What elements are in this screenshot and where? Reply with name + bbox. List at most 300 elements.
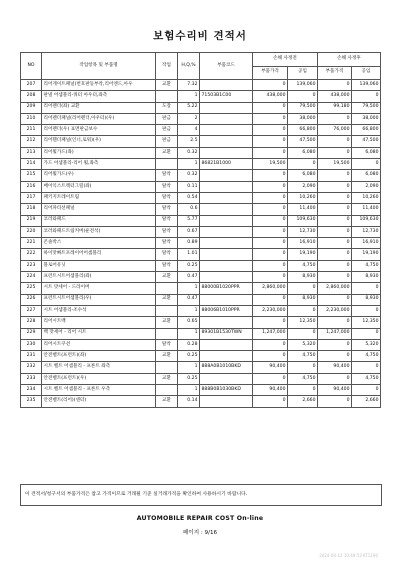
table-row (21, 373, 381, 384)
cell-partcode (200, 294, 253, 305)
cell-work: 판금 (156, 125, 178, 136)
cell-no: 231 (21, 351, 42, 362)
cell-work: 탈착 (156, 339, 178, 350)
cell-before-part: 2,230,000 (253, 305, 288, 316)
cell-item: 가드 어셈블리-리어 휠,좌측 (42, 159, 156, 170)
cell-before-labor: 0 (288, 91, 318, 102)
table-row (21, 91, 381, 102)
cell-no: 224 (21, 272, 42, 283)
cell-item: 리어휠가드(좌) (42, 147, 156, 158)
table-row (21, 283, 381, 294)
cell-item: 하이맛빠트포레이어어셈블리 (42, 249, 156, 260)
header-hqty: H,Q,% (178, 53, 200, 80)
cell-before-part: 0 (253, 192, 288, 203)
cell-before-part: 0 (253, 339, 288, 350)
cell-hqty: 0.25 (178, 351, 200, 362)
cell-no: 233 (21, 373, 42, 384)
cell-hqty: 0.65 (178, 317, 200, 328)
cell-before-part: 0 (253, 204, 288, 215)
table-row (21, 170, 381, 181)
cell-after-part: 1,247,000 (318, 328, 352, 339)
cell-after-part: 0 (318, 396, 352, 407)
cell-hqty: 0.11 (178, 181, 200, 192)
table-row (21, 362, 381, 373)
cell-work: 탈착 (156, 249, 178, 260)
cell-work (156, 305, 178, 316)
cell-partcode (200, 192, 253, 203)
cell-no: 218 (21, 204, 42, 215)
cell-item: 배이익스트렉터그릴(좌) (42, 181, 156, 192)
header-before-part: 부품가격 (253, 66, 288, 80)
cell-after-labor: 109,630 (352, 215, 381, 226)
cell-no: 214 (21, 159, 42, 170)
cell-work (156, 385, 178, 396)
table-row (21, 260, 381, 271)
cell-after-part: 90,400 (318, 362, 352, 373)
cell-no: 223 (21, 260, 42, 271)
cell-partcode (200, 396, 253, 407)
cell-after-part: 0 (318, 147, 352, 158)
cell-hqty: 0.25 (178, 260, 200, 271)
cell-before-labor: 19,190 (288, 249, 318, 260)
cell-no: 215 (21, 170, 42, 181)
cell-before-labor: 109,630 (288, 215, 318, 226)
cell-before-labor: 0 (288, 305, 318, 316)
cell-partcode: 71503B1C00 (200, 91, 253, 102)
cell-after-part: 0 (318, 181, 352, 192)
cell-hqty: 0.28 (178, 339, 200, 350)
cell-hqty: 5.22 (178, 102, 200, 113)
cell-before-part: 0 (253, 396, 288, 407)
cell-partcode (200, 80, 253, 91)
cell-item: 패키지트레이트림 (42, 192, 156, 203)
cell-before-labor: 12,350 (288, 317, 318, 328)
cell-after-labor: 66,800 (352, 125, 381, 136)
cell-partcode: 88006B1010PPR (200, 305, 253, 316)
cell-before-labor: 5,320 (288, 339, 318, 350)
table-row (21, 294, 381, 305)
cell-before-labor: 79,500 (288, 102, 318, 113)
cell-before-part: 19,500 (253, 159, 288, 170)
cell-partcode (200, 147, 253, 158)
cell-before-labor: 6,080 (288, 147, 318, 158)
cell-before-part: 0 (253, 294, 288, 305)
cell-work (156, 159, 178, 170)
cell-after-part: 0 (318, 351, 352, 362)
cell-work: 도장 (156, 102, 178, 113)
cell-hqty: 4 (178, 125, 200, 136)
cell-partcode (200, 181, 253, 192)
cell-before-labor: 4,750 (288, 260, 318, 271)
cell-partcode (200, 215, 253, 226)
cell-partcode (200, 339, 253, 350)
document-title: 보험수리비 견적서 (153, 30, 247, 42)
cell-after-labor: 16,910 (352, 238, 381, 249)
table-row (21, 102, 381, 113)
price-notice: 이 견적서/청구서의 부품가격은 참고 가격이므로 거래될 기준 실거래가격을 확인하여 사용하시기 바랍니다. (20, 484, 382, 506)
header-item: 작업항목 및 부품명 (42, 53, 156, 80)
cell-no: 213 (21, 147, 42, 158)
cell-partcode (200, 317, 253, 328)
cell-before-labor: 8,930 (288, 272, 318, 283)
cell-hqty: 1 (178, 362, 200, 373)
cell-no: 226 (21, 294, 42, 305)
cell-after-labor: 139,060 (352, 80, 381, 91)
cell-work (156, 362, 178, 373)
cell-before-labor: 0 (288, 159, 318, 170)
cell-after-labor: 0 (352, 362, 381, 373)
cell-after-labor: 0 (352, 283, 381, 294)
cell-hqty: 0.32 (178, 147, 200, 158)
cell-work: 교환 (156, 373, 178, 384)
cell-after-labor: 5,320 (352, 339, 381, 350)
cell-no: 230 (21, 339, 42, 350)
cell-before-part: 438,000 (253, 91, 288, 102)
table-row (21, 226, 381, 237)
cell-before-labor: 11,400 (288, 204, 318, 215)
cell-before-labor: 0 (288, 385, 318, 396)
cell-before-part: 0 (253, 125, 288, 136)
cell-before-labor: 6,080 (288, 170, 318, 181)
cell-work (156, 283, 178, 294)
header-before-group: 손해 사정전 (253, 53, 318, 67)
cell-item: 리어휀더패널(인너,로워)(우) (42, 136, 156, 147)
cell-before-labor: 16,910 (288, 238, 318, 249)
cell-after-part: 2,860,000 (318, 283, 352, 294)
cell-after-part: 90,400 (318, 385, 352, 396)
table-row (21, 351, 381, 362)
cell-before-part: 0 (253, 215, 288, 226)
table-row (21, 147, 381, 158)
cell-before-part: 90,400 (253, 362, 288, 373)
cell-no: 208 (21, 91, 42, 102)
cell-work: 교환 (156, 272, 178, 283)
cell-item: 안전벨트(프런트)(우) (42, 373, 156, 384)
header-no: NO (21, 53, 42, 80)
cell-no: 232 (21, 362, 42, 373)
cell-partcode (200, 102, 253, 113)
table-row (21, 317, 381, 328)
cell-item: 리어게이트패널(번호판등부착,리어엔드,아우 (42, 80, 156, 91)
cell-hqty: 0.54 (178, 192, 200, 203)
cell-item: 리어파티션패널 (42, 204, 156, 215)
estimate-table (20, 52, 381, 408)
cell-before-labor: 0 (288, 283, 318, 294)
cell-before-part: 0 (253, 113, 288, 124)
cell-after-labor: 12,350 (352, 317, 381, 328)
cell-hqty: 0.67 (178, 226, 200, 237)
cell-after-part: 99,180 (318, 102, 352, 113)
cell-after-part: 0 (318, 339, 352, 350)
table-row (21, 181, 381, 192)
cell-before-part: 0 (253, 260, 288, 271)
cell-after-labor: 2,660 (352, 396, 381, 407)
cell-partcode (200, 113, 253, 124)
cell-item: 판넬 어셈블리-쿼터 아우터,좌측 (42, 91, 156, 102)
cell-no: 227 (21, 305, 42, 316)
cell-after-labor: 0 (352, 91, 381, 102)
cell-hqty: 2.5 (178, 136, 200, 147)
cell-before-labor: 66,800 (288, 125, 318, 136)
cell-after-labor: 10,260 (352, 192, 381, 203)
cell-after-part: 0 (318, 215, 352, 226)
cell-hqty: 1 (178, 328, 200, 339)
cell-after-labor: 4,750 (352, 260, 381, 271)
cell-before-part: 0 (253, 317, 288, 328)
cell-after-part: 0 (318, 226, 352, 237)
cell-item: 프런트시트어셈블리(좌) (42, 272, 156, 283)
cell-work: 교환 (156, 147, 178, 158)
cell-before-part: 0 (253, 80, 288, 91)
cell-before-labor: 4,750 (288, 351, 318, 362)
cell-work: 판금 (156, 113, 178, 124)
cell-hqty: 5.77 (178, 215, 200, 226)
cell-no: 225 (21, 283, 42, 294)
cell-item: 코러와패드 (42, 215, 156, 226)
cell-after-labor: 38,000 (352, 113, 381, 124)
table-row (21, 385, 381, 396)
cell-before-part: 0 (253, 351, 288, 362)
cell-after-labor: 19,190 (352, 249, 381, 260)
cell-hqty: 1 (178, 283, 200, 294)
cell-before-labor: 2,090 (288, 181, 318, 192)
cell-after-labor: 12,730 (352, 226, 381, 237)
cell-no: 222 (21, 249, 42, 260)
cell-before-labor: 0 (288, 362, 318, 373)
cell-after-part: 0 (318, 249, 352, 260)
cell-after-part: 0 (318, 294, 352, 305)
cell-hqty: 1 (178, 159, 200, 170)
header-after-part: 부품가격 (318, 66, 352, 80)
table-row (21, 125, 381, 136)
header-after-labor: 공임 (352, 66, 381, 80)
cell-before-part: 0 (253, 170, 288, 181)
cell-item: 리어펜더(우) 표면판금보수 (42, 125, 156, 136)
cell-partcode (200, 226, 253, 237)
cell-before-labor: 4,750 (288, 373, 318, 384)
cell-before-part: 0 (253, 102, 288, 113)
cell-no: 220 (21, 226, 42, 237)
header-partcode: 부품코드 (200, 53, 253, 80)
cell-before-part: 0 (253, 249, 288, 260)
cell-after-labor: 8,930 (352, 272, 381, 283)
cell-work: 탈착 (156, 192, 178, 203)
cell-hqty: 0.47 (178, 294, 200, 305)
cell-partcode: 88000B1020PPR (200, 283, 253, 294)
cell-after-labor: 6,080 (352, 147, 381, 158)
cell-after-part: 0 (318, 260, 352, 271)
table-row (21, 80, 381, 91)
cell-before-labor: 0 (288, 328, 318, 339)
cell-before-part: 0 (253, 136, 288, 147)
cell-work: 교환 (156, 396, 178, 407)
cell-item: 리어펜더패널(리어펜더,아우터)(우) (42, 113, 156, 124)
cell-before-part: 2,860,000 (253, 283, 288, 294)
header-after-group: 손해 사정후 (318, 53, 381, 67)
cell-item: 블로어유닛 (42, 260, 156, 271)
cell-partcode (200, 238, 253, 249)
table-row (21, 339, 381, 350)
cell-item: 코러와패드트림커버(운전석) (42, 226, 156, 237)
cell-before-part: 0 (253, 181, 288, 192)
cell-after-part: 0 (318, 80, 352, 91)
cell-no: 219 (21, 215, 42, 226)
cell-after-part: 0 (318, 192, 352, 203)
cell-item: 콘솔박스 (42, 238, 156, 249)
cell-item: 시트 어셈블리-조수석 (42, 305, 156, 316)
cell-partcode: 888A0B1010BKD (200, 362, 253, 373)
cell-after-labor: 6,080 (352, 170, 381, 181)
cell-partcode (200, 249, 253, 260)
cell-item: 시트 맛세어 - 드라이버 (42, 283, 156, 294)
cell-item: 리어휠가드(우) (42, 170, 156, 181)
cell-item: 리어시트백 (42, 317, 156, 328)
cell-partcode (200, 170, 253, 181)
cell-hqty: 0.47 (178, 272, 200, 283)
cell-partcode (200, 351, 253, 362)
cell-work: 탈착 (156, 181, 178, 192)
print-timestamp: 2024-00-11 10:49:53 KT1190 (319, 553, 378, 558)
cell-item: 시트 벨트 어셈블리 - 프론트 좌측 (42, 362, 156, 373)
cell-after-labor: 0 (352, 159, 381, 170)
cell-no: 234 (21, 385, 42, 396)
table-row (21, 192, 381, 203)
cell-hqty: 1 (178, 91, 200, 102)
cell-hqty: 2 (178, 113, 200, 124)
cell-before-part: 0 (253, 147, 288, 158)
cell-partcode (200, 373, 253, 384)
cell-before-part: 1,247,000 (253, 328, 288, 339)
header-work: 작업 (156, 53, 178, 80)
cell-after-part: 0 (318, 272, 352, 283)
cell-after-part: 19,500 (318, 159, 352, 170)
cell-after-labor: 4,750 (352, 351, 381, 362)
cell-no: 217 (21, 192, 42, 203)
cell-after-labor: 0 (352, 328, 381, 339)
cell-item: 프런트시트어셈블리(우) (42, 294, 156, 305)
cell-no: 211 (21, 125, 42, 136)
cell-hqty: 1.01 (178, 249, 200, 260)
table-row (21, 328, 381, 339)
table-row (21, 272, 381, 283)
table-row (21, 136, 381, 147)
cell-work: 탈착 (156, 215, 178, 226)
table-body (21, 80, 381, 408)
footer-brand: AUTOMOBILE REPAIR COST On-line (136, 515, 264, 522)
table-row (21, 249, 381, 260)
cell-after-part: 0 (318, 113, 352, 124)
cell-work: 교환 (156, 317, 178, 328)
cell-after-part: 0 (318, 136, 352, 147)
cell-item: 리어펜더(좌) 교환 (42, 102, 156, 113)
table-row (21, 204, 381, 215)
cell-no: 228 (21, 317, 42, 328)
cell-hqty: 0.89 (178, 238, 200, 249)
cell-work: 교환 (156, 351, 178, 362)
cell-partcode (200, 136, 253, 147)
cell-before-labor: 139,060 (288, 80, 318, 91)
cell-partcode (200, 125, 253, 136)
cell-before-labor: 8,930 (288, 294, 318, 305)
cell-hqty: 0.14 (178, 396, 200, 407)
cell-partcode (200, 272, 253, 283)
cell-after-part: 0 (318, 204, 352, 215)
cell-after-labor: 0 (352, 385, 381, 396)
table-row (21, 159, 381, 170)
cell-work: 탈착 (156, 238, 178, 249)
cell-before-labor: 2,660 (288, 396, 318, 407)
cell-work: 판금 (156, 136, 178, 147)
header-before-labor: 공임 (288, 66, 318, 80)
cell-work: 탈착 (156, 170, 178, 181)
cell-after-part: 0 (318, 317, 352, 328)
cell-after-part: 76,000 (318, 125, 352, 136)
cell-work: 탈착 (156, 204, 178, 215)
cell-work: 교환 (156, 80, 178, 91)
cell-no: 212 (21, 136, 42, 147)
cell-before-labor: 38,000 (288, 113, 318, 124)
cell-after-labor: 47,500 (352, 136, 381, 147)
table-row (21, 396, 381, 407)
cell-hqty: 1 (178, 385, 200, 396)
cell-hqty: 0.32 (178, 170, 200, 181)
cell-after-part: 2,230,000 (318, 305, 352, 316)
cell-hqty: 7.32 (178, 80, 200, 91)
cell-item: 리어시트쿠션 (42, 339, 156, 350)
cell-after-labor: 8,930 (352, 294, 381, 305)
cell-before-part: 0 (253, 272, 288, 283)
table-row (21, 305, 381, 316)
cell-partcode (200, 204, 253, 215)
cell-hqty: 1 (178, 305, 200, 316)
cell-item: 백 맛세어 - 리어 시트 (42, 328, 156, 339)
cell-after-part: 0 (318, 170, 352, 181)
cell-partcode: 888B0B1030BKD (200, 385, 253, 396)
cell-after-part: 0 (318, 373, 352, 384)
cell-work (156, 91, 178, 102)
cell-partcode (200, 260, 253, 271)
cell-no: 207 (21, 80, 42, 91)
cell-no: 216 (21, 181, 42, 192)
cell-item: 시트 벨트 어셈블리 - 프론트 우측 (42, 385, 156, 396)
table-row (21, 113, 381, 124)
cell-no: 209 (21, 102, 42, 113)
cell-after-labor: 0 (352, 305, 381, 316)
cell-partcode: 86821B1000 (200, 159, 253, 170)
cell-before-part: 0 (253, 373, 288, 384)
cell-before-labor: 12,730 (288, 226, 318, 237)
cell-after-labor: 79,500 (352, 102, 381, 113)
cell-before-part: 90,400 (253, 385, 288, 396)
table-row (21, 238, 381, 249)
cell-before-part: 0 (253, 226, 288, 237)
cell-work: 탈착 (156, 260, 178, 271)
cell-item: 안전벨트(리어)(센터) (42, 396, 156, 407)
cell-before-labor: 10,260 (288, 192, 318, 203)
cell-work: 탈착 (156, 226, 178, 237)
cell-no: 221 (21, 238, 42, 249)
cell-work: 교환 (156, 294, 178, 305)
cell-hqty: 0.25 (178, 373, 200, 384)
page-number: 페이지 : 9/16 (182, 530, 218, 536)
cell-hqty: 0.6 (178, 204, 200, 215)
table-row (21, 215, 381, 226)
cell-no: 210 (21, 113, 42, 124)
cell-partcode: 89301B1530TWN (200, 328, 253, 339)
cell-before-part: 0 (253, 238, 288, 249)
cell-no: 229 (21, 328, 42, 339)
cell-after-labor: 4,750 (352, 373, 381, 384)
